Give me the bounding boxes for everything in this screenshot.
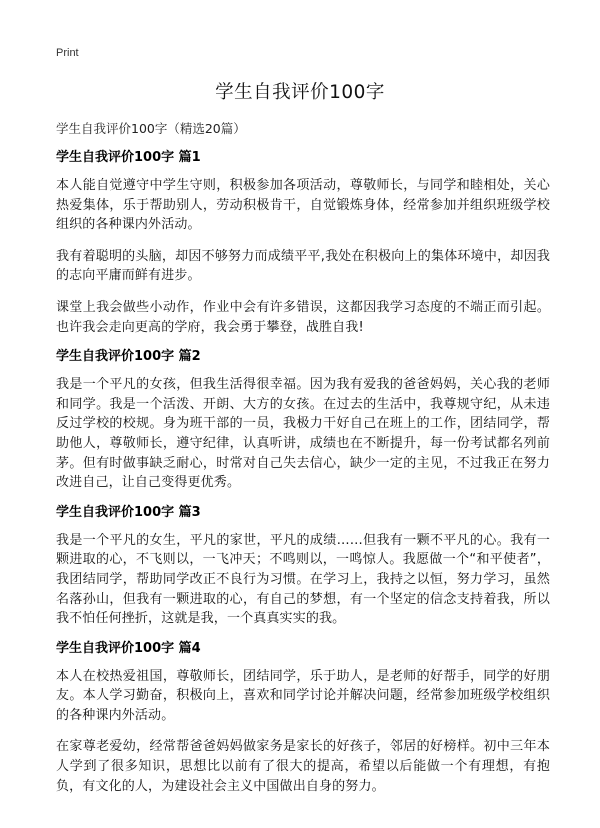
page-subtitle: 学生自我评价100字（精选20篇） [56, 121, 246, 136]
paragraph: 本人能自觉遵守中学生守则，积极参加各项活动，尊敬师长，与同学和睦相处，关心热爱集体，乐于帮助别人，劳动积极肯干，自觉锻炼身体，经常参加并组织班级学校组织的各种课内外活动。 [56, 178, 550, 233]
section-1 [56, 150, 550, 337]
section-3 [56, 505, 550, 629]
section-heading: 学生自我评价100字 篇1 [56, 150, 201, 165]
section-heading: 学生自我评价100字 篇3 [56, 504, 201, 520]
paragraph: 我是一个平凡的女生，平凡的家世，平凡的成绩……但我有一颗不平凡的心。我有一颗进取的心，不飞则以，一飞冲天；不鸣则以，一鸣惊人。我愿做一个“和平使者”，我团结同学，帮助同学改正不良行为习惯。在学习上，我持之以恒，努力学习，虽然名落孙山，但我有一颗进取的心，有自己的梦想，有一个坚定的信念支持着我，所以我不怕任何挫折，这就是我，一个真真实实的我。 [56, 532, 550, 627]
article-body [56, 150, 550, 808]
section-4 [56, 641, 550, 797]
section-heading: 学生自我评价100字 篇2 [56, 349, 201, 365]
section-heading: 学生自我评价100字 篇4 [56, 640, 201, 656]
print-link[interactable]: Print [56, 47, 79, 59]
paragraph: 我有着聪明的头脑，却因不够努力而成绩平平,我处在积极向上的集体环境中，却因我的志向平庸而鲜有进步。 [56, 248, 550, 284]
paragraph: 课堂上我会做些小动作，作业中会有许多错误，这都因我学习态度的不端正而引起。也许我会走向更高的学府，我会勇于攀登，战胜自我! [56, 299, 550, 335]
paragraph: 本人在校热爱祖国，尊敬师长，团结同学，乐于助人，是老师的好帮手，同学的好朋友。本人学习勤奋，积极向上，喜欢和同学讨论并解决问题，经常参加班级学校组织的各种课内外活动。 [56, 668, 550, 723]
paragraph: 在家尊老爱幼，经常帮爸爸妈妈做家务是家长的好孩子，邻居的好榜样。初中三年本人学到了很多知识，思想比以前有了很大的提高，希望以后能做一个有理想，有抱负，有文化的人，为建设社会主义中国做出自身的努力。 [56, 739, 550, 794]
page-title: 学生自我评价100字 [215, 82, 385, 103]
paragraph: 我是一个平凡的女孩，但我生活得很幸福。因为我有爱我的爸爸妈妈，关心我的老师和同学。我是一个活泼、开朗、大方的女孩。在过去的生活中，我尊规守纪，从未违反过学校的校规。身为班干部的一员，我极力干好自己在班上的工作，团结同学，帮助他人，尊敬师长，遵守纪律，认真听讲，成绩也在不断提升，每一份考试都名列前茅。但有时做事缺乏耐心，时常对自己失去信心，缺少一定的主见，不过我正在努力改进自己，让自己变得更优秀。 [56, 377, 550, 491]
section-2 [56, 349, 550, 493]
